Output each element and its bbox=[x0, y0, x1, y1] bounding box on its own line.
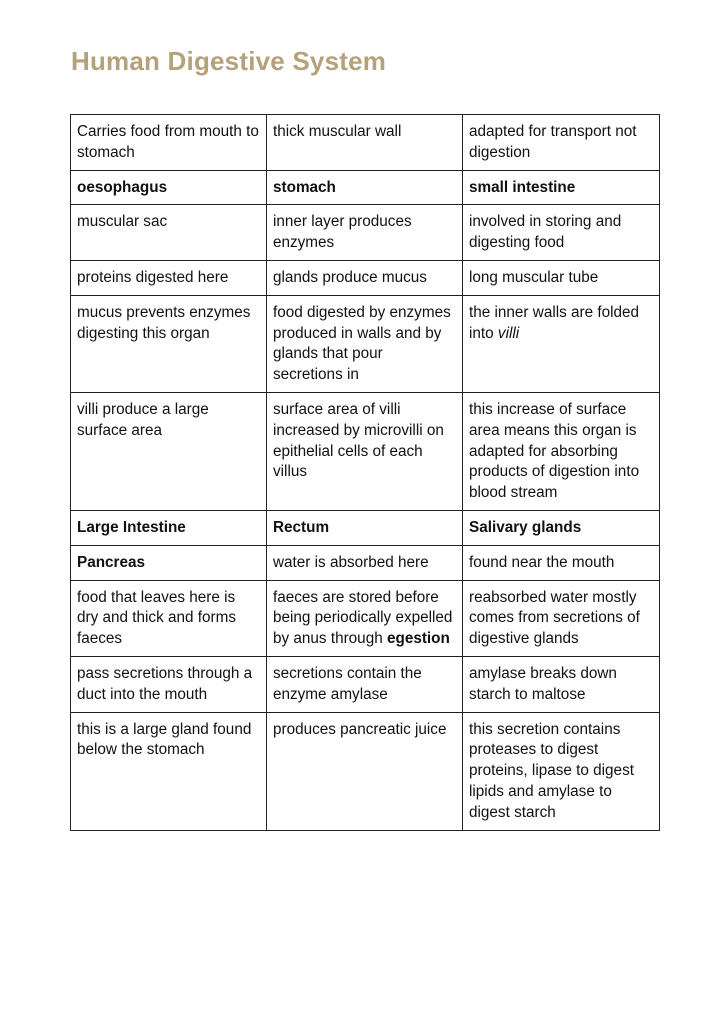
table-row bbox=[71, 656, 660, 712]
cell-text: food that leaves here is dry and thick and forms faeces bbox=[77, 588, 236, 648]
bold-text: egestion bbox=[386, 630, 450, 648]
cell-text: reabsorbed water mostly comes from secretions of digestive glands bbox=[469, 588, 640, 648]
cell-text: glands produce mucus bbox=[273, 268, 427, 286]
table-cell bbox=[463, 580, 660, 656]
table-cell bbox=[71, 712, 267, 830]
cell-text: found near the mouth bbox=[469, 553, 615, 571]
cell-text: villi produce a large surface area bbox=[77, 400, 209, 439]
cell-text: food digested by enzymes produced in walls and by glands that pour secretions in bbox=[273, 303, 451, 384]
table-body bbox=[71, 115, 660, 831]
table-cell bbox=[463, 295, 660, 392]
table-cell bbox=[267, 510, 463, 545]
table-row bbox=[71, 115, 660, 171]
cell-text: stomach bbox=[273, 178, 336, 196]
cell-text: water is absorbed here bbox=[273, 553, 429, 571]
table-cell bbox=[71, 115, 267, 171]
table-cell bbox=[267, 170, 463, 205]
table-cell bbox=[267, 115, 463, 171]
cell-text: Pancreas bbox=[77, 553, 146, 571]
table-cell bbox=[463, 545, 660, 580]
table-cell bbox=[267, 580, 463, 656]
table-cell bbox=[463, 712, 660, 830]
cell-text: Rectum bbox=[273, 518, 330, 536]
cell-text: involved in storing and digesting food bbox=[469, 213, 622, 252]
table-cell bbox=[71, 295, 267, 392]
page-title: Human Digestive System bbox=[71, 46, 387, 76]
cell-text: oesophagus bbox=[77, 178, 168, 196]
table-cell bbox=[463, 656, 660, 712]
table-cell bbox=[267, 392, 463, 510]
table-cell bbox=[71, 205, 267, 261]
cell-text: secretions contain the enzyme amylase bbox=[273, 664, 422, 703]
cell-text: proteins digested here bbox=[77, 268, 229, 286]
table-row bbox=[71, 545, 660, 580]
table-cell bbox=[71, 545, 267, 580]
table-cell bbox=[267, 656, 463, 712]
cell-text: Large Intestine bbox=[77, 518, 186, 536]
digestive-system-table bbox=[70, 114, 660, 831]
table-row bbox=[71, 392, 660, 510]
table-cell bbox=[267, 295, 463, 392]
table-cell bbox=[71, 260, 267, 295]
table-cell bbox=[71, 170, 267, 205]
table-row bbox=[71, 205, 660, 261]
cell-text: pass secretions through a duct into the mouth bbox=[77, 664, 253, 703]
table-row bbox=[71, 510, 660, 545]
table-cell bbox=[463, 510, 660, 545]
cell-text: surface area of villi increased by microvilli on epithelial cells of each villus bbox=[273, 400, 444, 481]
table-cell bbox=[463, 170, 660, 205]
cell-text: Carries food from mouth to stomach bbox=[77, 123, 259, 161]
cell-text: produces pancreatic juice bbox=[273, 720, 447, 738]
cell-text: thick muscular wall bbox=[273, 123, 402, 140]
table-cell bbox=[71, 580, 267, 656]
table-row bbox=[71, 295, 660, 392]
table-cell bbox=[463, 115, 660, 171]
cell-text: mucus prevents enzymes digesting this organ bbox=[77, 303, 251, 342]
table-cell bbox=[267, 260, 463, 295]
table-row bbox=[71, 580, 660, 656]
cell-text: this secretion contains proteases to digest proteins, lipase to digest lipids and amylase to digest starch bbox=[469, 720, 634, 821]
table-cell bbox=[71, 656, 267, 712]
italic-text: villi bbox=[497, 324, 520, 342]
table-cell bbox=[267, 545, 463, 580]
table-cell bbox=[267, 205, 463, 261]
table-cell bbox=[463, 392, 660, 510]
cell-text: long muscular tube bbox=[469, 268, 599, 286]
cell-text: muscular sac bbox=[77, 213, 168, 231]
cell-text: adapted for transport not digestion bbox=[469, 123, 637, 161]
table-row bbox=[71, 260, 660, 295]
table-cell bbox=[463, 260, 660, 295]
cell-text: the inner walls are folded into bbox=[469, 303, 640, 342]
cell-text: inner layer produces enzymes bbox=[273, 213, 412, 252]
table-cell bbox=[71, 392, 267, 510]
cell-text: this is a large gland found below the stomach bbox=[77, 720, 252, 759]
table-row bbox=[71, 170, 660, 205]
cell-text: faeces are stored before being periodically expelled by anus through bbox=[273, 588, 453, 648]
table-cell bbox=[71, 510, 267, 545]
cell-text: Salivary glands bbox=[469, 518, 582, 536]
cell-text: amylase breaks down starch to maltose bbox=[469, 664, 617, 703]
table-cell bbox=[463, 205, 660, 261]
cell-text: small intestine bbox=[469, 178, 576, 196]
table-row bbox=[71, 712, 660, 830]
table-cell bbox=[267, 712, 463, 830]
cell-text: this increase of surface area means this organ is adapted for absorbing products of digestion into blood stream bbox=[469, 400, 640, 502]
